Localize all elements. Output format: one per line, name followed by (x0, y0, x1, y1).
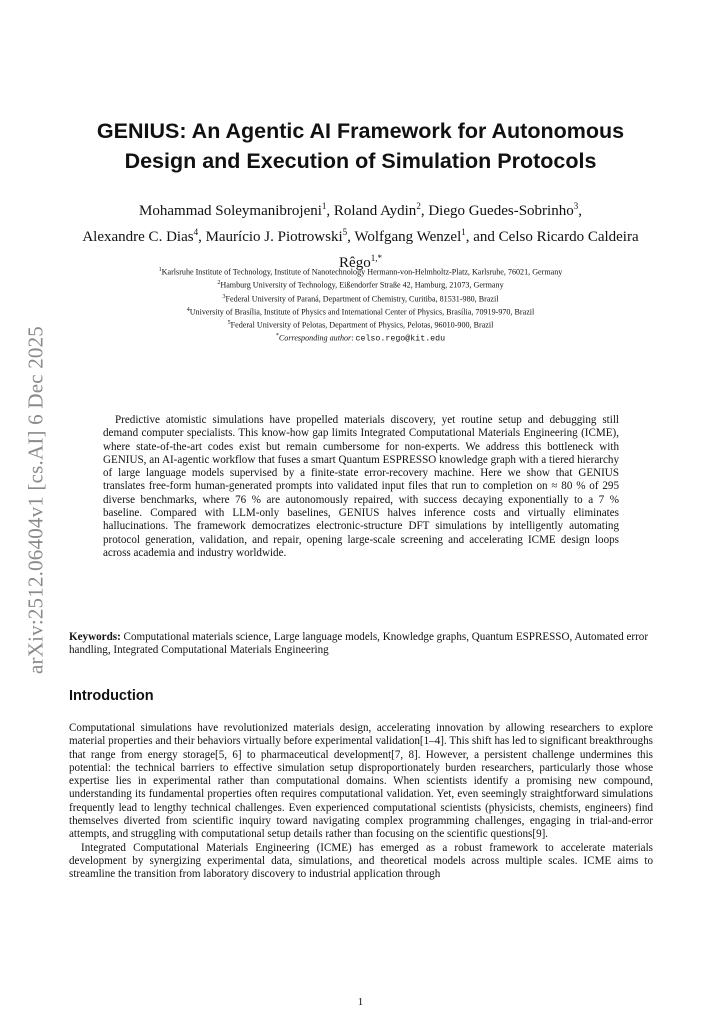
author: Celso Ricardo Caldeira Rêgo$^{1,*}$ (339, 229, 639, 271)
paper-title (60, 116, 661, 176)
abstract: Predictive atomistic simulations have propelled materials discovery, yet routine setup and debugging still demand computer specialists. This know-how gap limits Integrated Computational Materials Engineering (ICME), where state-of-the-art codes exist but remain cumbersome for non-experts. We address this bottleneck with GENIUS, an AI-agentic workflow that fuses a smart Quantum ESPRESSO knowledge graph with a tiered hierarchy of large language models supervised by a finite-state error-recovery machine. Here we show that GENIUS translates free-form human-generated prompts into validated input files that run to completion on ≈ 80 % of 295 diverse benchmarks, where 76 % are autonomously repaired, with success decaying exponentially to a 7 % baseline. Compared with LLM-only baselines, GENIUS halves inference costs and virtually eliminates hallucinations. The framework democratizes electronic-structure DFT simulations by intelligently automating protocol generation, validation, and repair, opening large-scale screening and accelerating ICME design loops across academia and industry worldwide. (103, 414, 619, 559)
author-list (64, 196, 657, 274)
keywords (69, 631, 661, 658)
author: Mohammad Soleymanibrojeni$^1$, (139, 201, 334, 219)
corresponding-email[interactable]: celso.rego@kit.edu (355, 335, 446, 345)
keywords-label: Keywords: (69, 631, 121, 643)
author: Alexandre C. Dias$^4$, (82, 227, 206, 245)
affiliation: $^3$Federal University of Paraná, Department of Chemistry, Curitiba, 81531-980, Brazil (222, 293, 499, 304)
keywords-text: Computational materials science, Large language models, Knowledge graphs, Quantum ESPRESSO, Automated error handling, Integrated Computational Materials Engineering (69, 631, 649, 657)
section-heading-introduction: Introduction (69, 688, 154, 704)
corresponding-author: *Corresponding author: celso.rego@kit.edu (275, 333, 446, 345)
author: Diego Guedes-Sobrinho$^3$, (428, 201, 582, 219)
paragraph: Computational simulations have revolutionized materials design, accelerating innovation by allowing researchers to explore material properties and their behaviors virtually before experimental validation[1–4]. This shift has led to significant breakthroughs that range from energy storage[5, 6] to pharmaceutical development[7, 8]. However, a persistent challenge undermines this potential: the technical barriers to effective simulation setup disproportionately burden researchers, particularly those whose expertise lies in experimental rather than computational domains. When scientists identify a promising new compound, understanding its fundamental properties often requires computational validation. Yet, even seemingly straightforward simulations frequently lead to lengthy technical challenges. Even experienced computational scientists (physicists, chemists, engineers) find themselves diverted from scientific inquiry toward navigating complex programming challenges, engaging in trial-and-error attempts, and struggling with computational setup details rather than focusing on the scientific questions[9]. (69, 722, 653, 841)
page-number: 1 (357, 996, 364, 1008)
affiliation: $^1$Karlsruhe Institute of Technology, Institute of Nanotechnology Hermann-von-Helmholtz-Platz, Karlsruhe, 76021, Germany (158, 267, 563, 277)
affiliation-list (60, 265, 661, 346)
title-line-2: Design and Execution of Simulation Protocols (124, 149, 597, 173)
arxiv-identifier[interactable]: arXiv:2512.06404v1 [cs.AI] 6 Dec 2025 (23, 326, 48, 674)
author: Wolfgang Wenzel$^1$, and (354, 227, 499, 245)
paragraph: Integrated Computational Materials Engineering (ICME) has emerged as a robust framework to accelerate materials development by synergizing experimental data, simulations, and theoretical models across multiple scales. ICME aims to streamline the transition from laboratory discovery to industrial application through (69, 841, 653, 881)
affiliation: $^2$Hamburg University of Technology, Eißendorfer Straße 42, Hamburg, 21073, Germany (217, 280, 504, 290)
author: Maurício J. Piotrowski$^5$, (205, 227, 355, 245)
affiliation: $^4$University of Brasília, Institute of Physics and International Center of Physics, Brasília, 70919-970, Brazil (186, 306, 535, 317)
affiliation: $^5$Federal University of Pelotas, Department of Physics, Pelotas, 96010-900, Brazil (227, 320, 494, 330)
author: Roland Aydin$^2$, (333, 201, 429, 219)
title-line-1: GENIUS: An Agentic AI Framework for Autonomous (96, 119, 625, 143)
introduction-body (69, 722, 653, 882)
